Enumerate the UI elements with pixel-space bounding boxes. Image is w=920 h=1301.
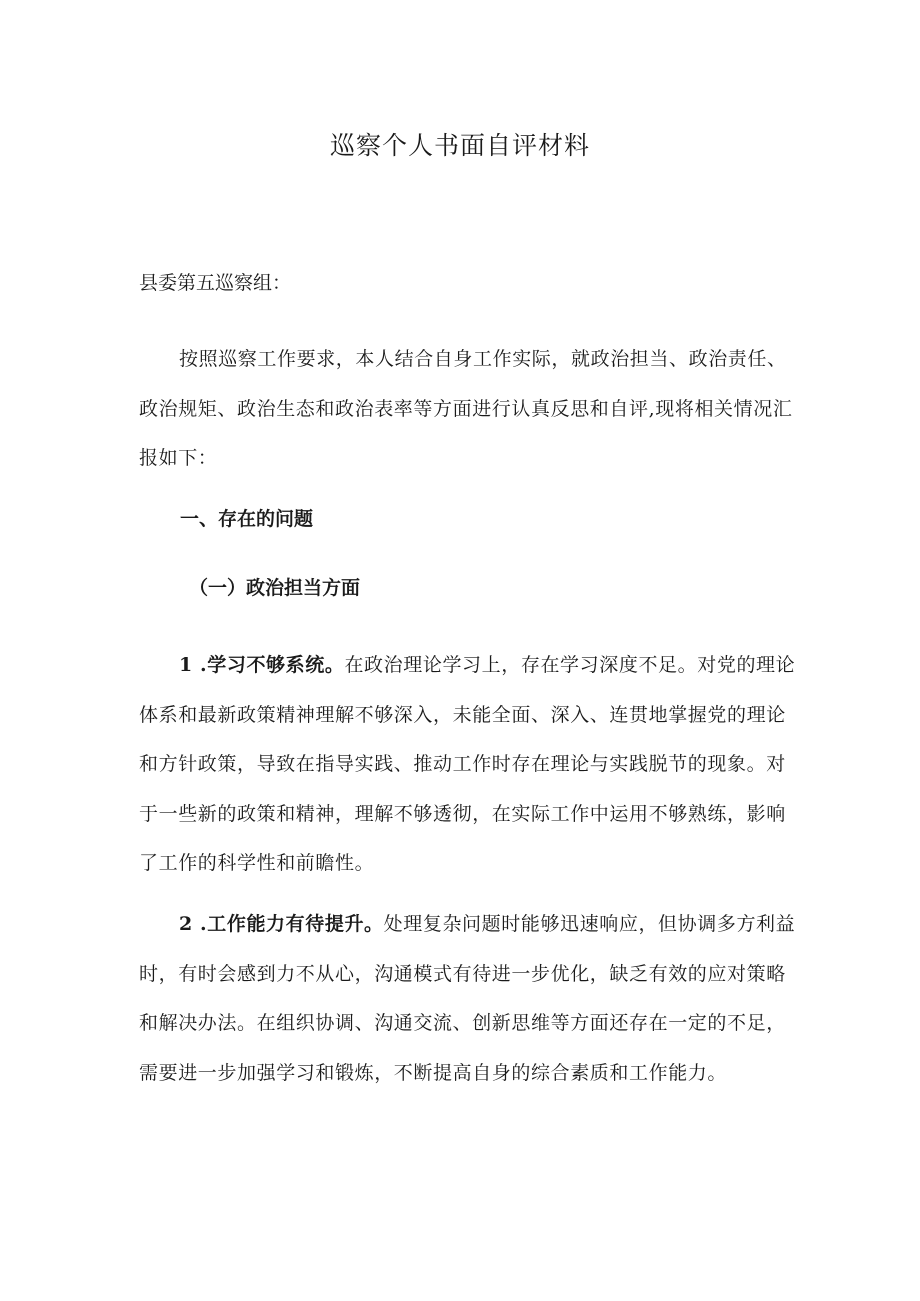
- document-title: 巡察个人书面自评材料: [329, 131, 590, 160]
- subsection-heading-political-responsibility: （一）政治担当方面: [189, 577, 361, 599]
- section-heading-problems: 一、存在的问题: [180, 508, 314, 530]
- item-1-body: 在政治理论学习上，存在学习深度不足。对党的理论体系和最新政策精神理解不够深入，未能全面、深入、连贯地掌握党的理论和方针政策，导致在指导实践、推动工作时存在理论与实践脱节的现象。对于一些新的政策和精神，理解不够透彻，在实际工作中运用不够熟练，影响了工作的科学性和前瞻性。: [139, 654, 796, 874]
- intro-paragraph: 按照巡察工作要求，本人结合自身工作实际，就政治担当、政治责任、政治规矩、政治生态和政治表率等方面进行认真反思和自评,现将相关情况汇报如下：: [139, 348, 793, 469]
- item-2-lead: 2 .工作能力有待提升。: [179, 913, 384, 935]
- item-2-body: 处理复杂问题时能够迅速响应，但协调多方利益时，有时会感到力不从心，沟通模式有待进一步优化，缺乏有效的应对策略和解决办法。在组织协调、沟通交流、创新思维等方面还存在一定的不足，需要进一步加强学习和锻炼，不断提高自身的综合素质和工作能力。: [139, 913, 796, 1084]
- item-paragraph-2: [139, 900, 804, 1098]
- item-paragraph-1: [139, 641, 804, 889]
- salutation: 县委第五巡察组：: [139, 272, 292, 294]
- item-1-lead: 1 .学习不够系统。: [179, 654, 345, 676]
